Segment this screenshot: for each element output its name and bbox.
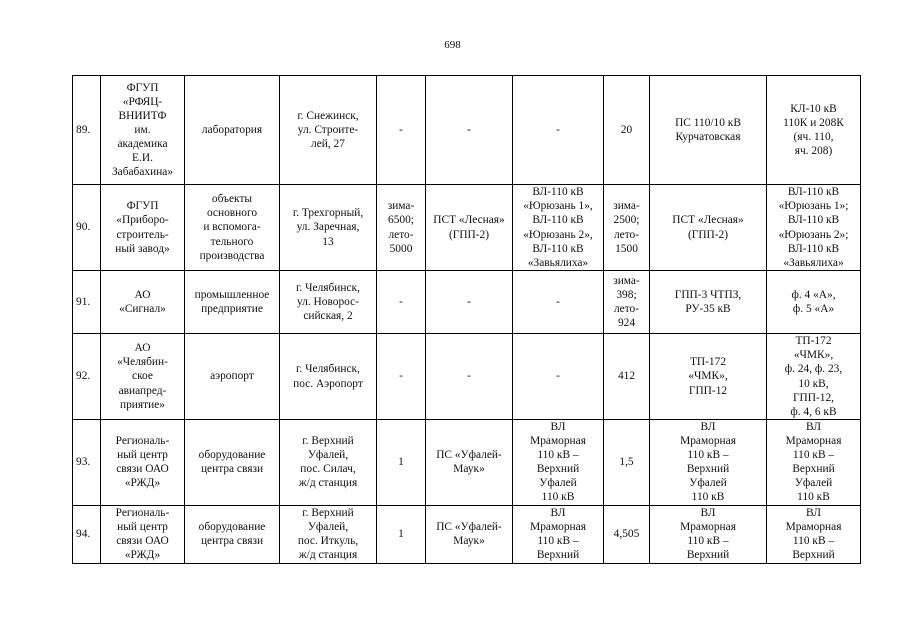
table-cell: - (513, 271, 604, 334)
row-number: 94. (73, 505, 101, 563)
table-cell: зима- 398; лето- 924 (604, 271, 650, 334)
data-table (72, 75, 861, 564)
table-cell: 4,505 (604, 505, 650, 563)
row-number: 92. (73, 334, 101, 420)
table-cell: оборудование центра связи (185, 420, 280, 506)
table-cell: - (426, 271, 513, 334)
table-cell: 412 (604, 334, 650, 420)
table-cell: ВЛ Мраморная 110 кВ – Верхний Уфалей 110 кВ (650, 420, 767, 506)
table-cell: ВЛ Мраморная 110 кВ – Верхний Уфалей 110 кВ (767, 420, 861, 506)
table-cell: ПС 110/10 кВ Курчатовская (650, 76, 767, 185)
table-cell: ВЛ Мраморная 110 кВ – Верхний (650, 505, 767, 563)
table-cell: 20 (604, 76, 650, 185)
table-cell: Региональ- ный центр связи ОАО «РЖД» (101, 505, 185, 563)
table-cell: ФГУП «Приборо- строитель- ный завод» (101, 185, 185, 271)
table-cell: объекты основного и вспомога- тельного производства (185, 185, 280, 271)
table-cell: - (513, 76, 604, 185)
table-cell: - (426, 334, 513, 420)
table-cell: г. Трехгорный, ул. Заречная, 13 (280, 185, 377, 271)
table-cell: зима- 6500; лето- 5000 (377, 185, 426, 271)
table-cell: ПСТ «Лесная» (ГПП-2) (650, 185, 767, 271)
table-row (73, 185, 861, 271)
row-number: 90. (73, 185, 101, 271)
table-cell: ПСТ «Лесная» (ГПП-2) (426, 185, 513, 271)
table-cell: КЛ-10 кВ 110К и 208К (яч. 110, яч. 208) (767, 76, 861, 185)
table-cell: - (513, 334, 604, 420)
table-cell: зима- 2500; лето- 1500 (604, 185, 650, 271)
table-cell: ВЛ Мраморная 110 кВ – Верхний (513, 505, 604, 563)
page-number: 698 (444, 39, 461, 51)
table-cell: ПС «Уфалей- Маук» (426, 505, 513, 563)
table-cell: ПС «Уфалей- Маук» (426, 420, 513, 506)
table-cell: - (377, 76, 426, 185)
table-cell: - (377, 334, 426, 420)
row-number: 89. (73, 76, 101, 185)
table-row (73, 505, 861, 563)
table-cell: лаборатория (185, 76, 280, 185)
table-cell: ВЛ-110 кВ «Юрюзань 1», ВЛ-110 кВ «Юрюзань 2», ВЛ-110 кВ «Завьялиха» (513, 185, 604, 271)
table-cell: ВЛ-110 кВ «Юрюзань 1»; ВЛ-110 кВ «Юрюзань 2»; ВЛ-110 кВ «Завьялиха» (767, 185, 861, 271)
table-cell: ТП-172 «ЧМК», ГПП-12 (650, 334, 767, 420)
table-cell: - (426, 76, 513, 185)
table-row (73, 334, 861, 420)
table-cell: АО «Сигнал» (101, 271, 185, 334)
table-row (73, 420, 861, 506)
table-cell: АО «Челябин- ское авиапред- приятие» (101, 334, 185, 420)
table-cell: 1,5 (604, 420, 650, 506)
table-cell: оборудование центра связи (185, 505, 280, 563)
table-cell: 1 (377, 420, 426, 506)
table-cell: ВЛ Мраморная 110 кВ – Верхний (767, 505, 861, 563)
table-cell: ТП-172 «ЧМК», ф. 24, ф. 23, 10 кВ, ГПП-12, ф. 4, 6 кВ (767, 334, 861, 420)
table-cell: - (377, 271, 426, 334)
table-cell: ф. 4 «А», ф. 5 «А» (767, 271, 861, 334)
table-row (73, 76, 861, 185)
table-cell: г. Верхний Уфалей, пос. Силач, ж/д станция (280, 420, 377, 506)
table-cell: ВЛ Мраморная 110 кВ – Верхний Уфалей 110 кВ (513, 420, 604, 506)
row-number: 91. (73, 271, 101, 334)
table-cell: г. Верхний Уфалей, пос. Иткуль, ж/д станция (280, 505, 377, 563)
table-cell: г. Челябинск, пос. Аэропорт (280, 334, 377, 420)
table-row (73, 271, 861, 334)
table-cell: ГПП-3 ЧТПЗ, РУ-35 кВ (650, 271, 767, 334)
table-cell: Региональ- ный центр связи ОАО «РЖД» (101, 420, 185, 506)
table-cell: г. Снежинск, ул. Строите- лей, 27 (280, 76, 377, 185)
table-cell: ФГУП «РФЯЦ- ВНИИТФ им. академика Е.И. Забабахина» (101, 76, 185, 185)
table-cell: г. Челябинск, ул. Новорос- сийская, 2 (280, 271, 377, 334)
table-cell: 1 (377, 505, 426, 563)
table-cell: промышленное предприятие (185, 271, 280, 334)
table-cell: аэропорт (185, 334, 280, 420)
row-number: 93. (73, 420, 101, 506)
